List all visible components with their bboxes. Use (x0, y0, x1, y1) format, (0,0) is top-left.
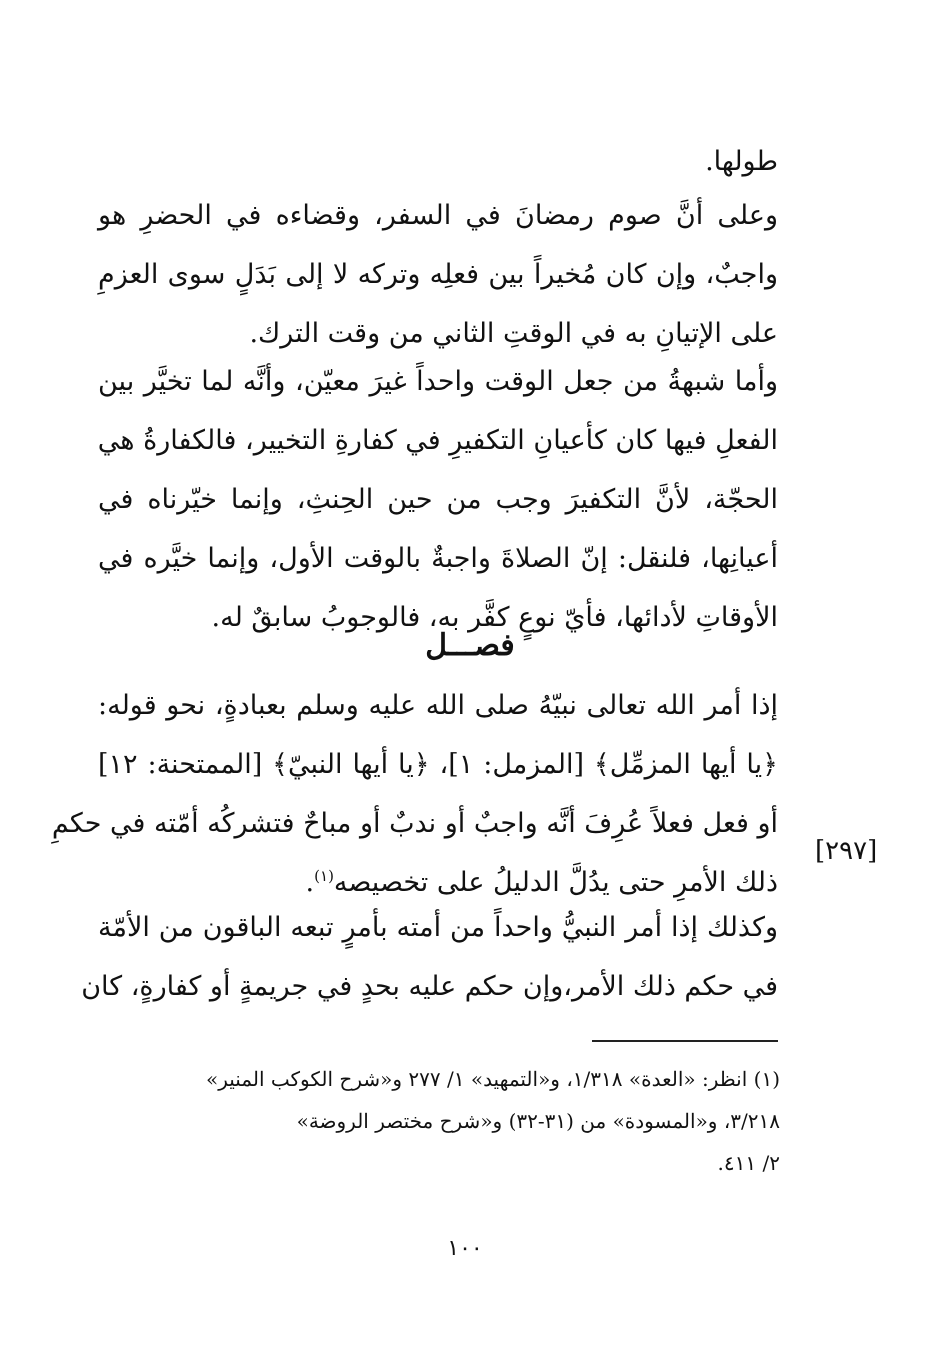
text-line: وعلى أنَّ صوم رمضانَ في السفر، وقضاءه في الحضرِ هو (98, 200, 778, 231)
text-line: طولها. (705, 146, 778, 177)
text-line: الأوقاتِ لأدائها، فأيّ نوعٍ كفَّر به، فالوجوبُ سابقٌ له. (211, 602, 778, 633)
text-line: الحجّة، لأنَّ التكفيرَ وجب من حين الحِنثِ، وإنما خيّرناه في (98, 484, 778, 515)
paragraph-2 (98, 186, 778, 363)
page-number: ١٠٠ (447, 1236, 483, 1261)
footnote-line: ٣/٢١٨، و«المسودة» من (٣١-٣٢) و«شرح مختصر الروضة» (296, 1109, 780, 1133)
text-line: أو فعل فعلاً عُرِفَ أنَّه واجبٌ أو ندبٌ أو مباحٌ فتشركُه أمّته في حكمِ (51, 808, 778, 839)
footnote-separator (592, 1040, 778, 1042)
footnote-line: (١) انظر: «العدة» ١/٣١٨، و«التمهيد» ١/ ٢٧٧ و«شرح الكوكب المنير» (205, 1067, 780, 1091)
text-line: في حكم ذلك الأمر،وإن حكم عليه بحدٍ في جريمةٍ أو كفارةٍ، كان (81, 971, 778, 1002)
text-line: على الإتيانِ به في الوقتِ الثاني من وقت الترك. (249, 318, 778, 349)
paragraph-3 (98, 352, 778, 647)
text-line: الفعلِ فيها كان كأعيانِ التكفيرِ في كفارةِ التخيير، فالكفارةُ هي (97, 425, 778, 456)
line-end-punctuation: . (305, 867, 315, 898)
text-line: وكذلك إذا أمر النبيُّ واحداً من أمته بأمرٍ تبعه الباقون من الأمّة (98, 912, 778, 943)
paragraph-1 (98, 132, 778, 191)
text-line: واجبٌ، وإن كان مُخيراً بين فعلِه وتركه لا إلى بَدَلٍ سوى العزمِ (98, 259, 778, 290)
paragraph-4 (51, 676, 778, 912)
text-line: أعيانِها، فلنقل: إنّ الصلاةَ واجبةٌ بالوقت الأول، وإنما خيَّره في (98, 543, 778, 574)
footnotes (100, 1058, 780, 1184)
margin-page-reference: [٢٩٧] (815, 836, 878, 866)
text-line: إذا أمر الله تعالى نبيّهُ صلى الله عليه وسلم بعبادةٍ، نحو قوله: (98, 690, 778, 721)
text-line: ذلك الأمرِ حتى يدُلَّ الدليلُ على تخصيصه (333, 867, 778, 898)
footnote-line: ٢/ ٤١١. (717, 1151, 780, 1175)
footnote-reference[interactable]: (١) (314, 867, 334, 885)
text-line: وأما شبهةُ من جعل الوقت واحداً غيرَ معيّن، وأنَّه لما تخيَّر بين (98, 366, 778, 397)
paragraph-5 (81, 898, 778, 1016)
text-line: ﴿يا أيها المزمِّل﴾ [المزمل: ١]، ﴿يا أيها النبيّ﴾ [الممتحنة: ١٢] (98, 749, 778, 780)
section-title: فصـــل (425, 628, 515, 663)
